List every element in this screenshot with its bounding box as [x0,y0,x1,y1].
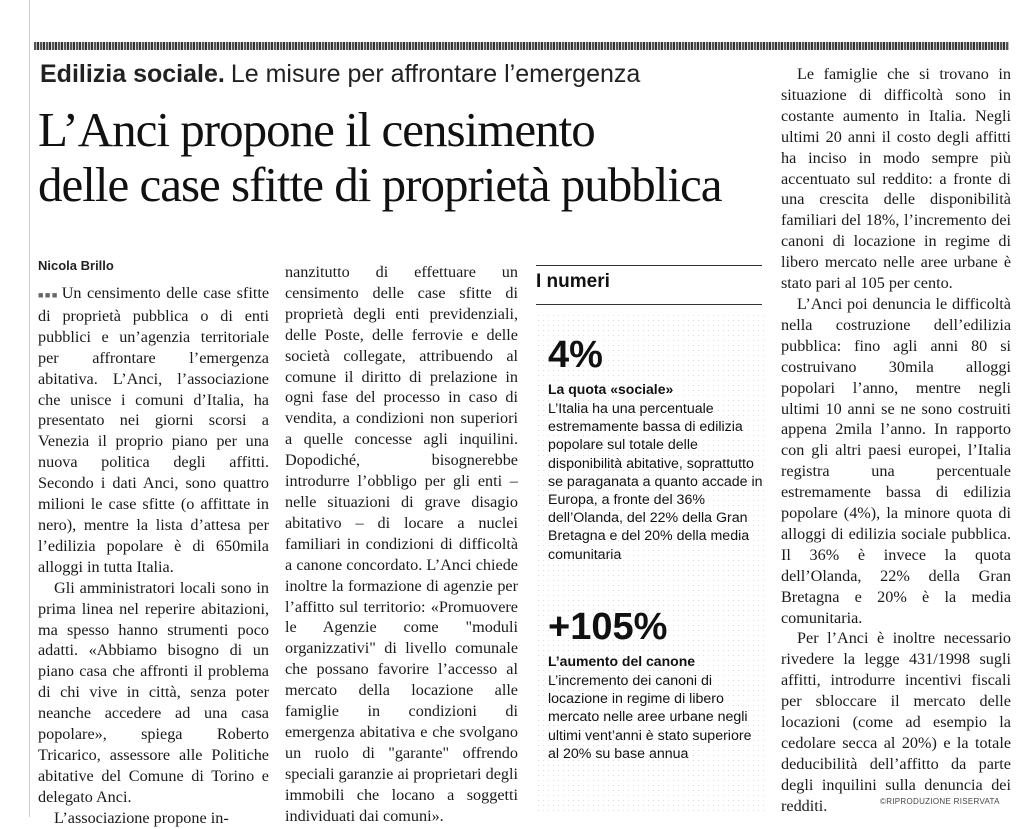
lead-marker-icon: ■■■ [38,290,59,300]
stat-heading-1: La quota «sociale» [548,381,674,397]
paragraph: Gli amministratori locali sono in prima linea nel reperire abitazioni, ma spesso hanno strumenti poco adatti. «Abbiamo bisogno di un piano casa che affronti il problema di chi vive in città, senza poter neanche accedere ad una casa popolare», spiega Roberto Tricarico, assessore alle Politiche abitative del Comune di Torino e delegato Anci. [38,578,269,806]
section-label: Edilizia sociale. [40,60,225,88]
paragraph [38,283,269,578]
article-column-4 [781,64,1011,817]
paragraph: L’Anci poi denuncia le difficoltà nella costruzione dell’edilizia pubblica: fino agli anni 80 si costruivano 30mila alloggi popolari l’anno, mentre negli ultimi 10 anni se ne sono costruiti appena 2mila l’anno. In rapporto con gli altri paesi europei, l’Italia registra una percentuale estremamente bassa di edilizia popolare (4%), la minore quota di alloggi di edilizia sociale pubblica. Il 36% è invece la quota dell’Olanda, 22% della Gran Bretagna e 20% è la media comunitaria. [781,294,1011,627]
kicker-text: Le misure per affrontare l’emergenza [230,60,641,88]
numbers-box [536,257,764,812]
article-column-1 [38,283,269,829]
paragraph: L’associazione propone in- [54,808,229,827]
stat-text-2: L’incremento dei canoni di locazione in regime di libero mercato nelle aree urbane negli ultimi vent’anni è stato superiore al 20% su base annua [548,673,752,762]
divider [536,304,762,305]
stat-value-2: +105% [548,606,668,648]
stat-heading-2: L’aumento del canone [548,653,696,669]
headline-line-1: L’Anci propone il censimento [38,102,595,157]
section-bar [34,42,1009,50]
paragraph: Le famiglie che si trovano in situazione di difficoltà sono in costante aumento in Italia. Negli ultimi 20 anni il costo degli affitti ha inciso in modo sempre più accentuato sul reddito: a fronte di una crescita delle disponibilità familiari del 18%, l’incremento dei canoni di locazione in regime di libero mercato nelle aree urbane è stato pari al 105 per cento. [781,65,1011,293]
headline-line-2: delle case sfitte di proprietà pubblica [38,157,722,212]
stat-text-1: L’Italia ha una percentuale estremamente bassa di edilizia popolare sul totale delle disponibilità abitative, soprattutto se paraganata a quanto accade in Europa, a fronte del 36% dell’Olanda, del 22% della Gran Bretagna e del 20% della media comunitaria [548,401,763,563]
paragraph: nanzitutto di effettuare un censimento delle case sfitte di proprietà degli enti previdenziali, delle Poste, delle ferrovie e delle società collegate, attribuendo al comune il diritto di prelazione in ogni fase del processo in caso di vendita, a condizioni non superiori a quelle concesse agli inquilini. Dopodiché, bisognerebbe introdurre l’obbligo per gli enti – nelle situazioni di grave disagio abitativo – di locare a nuclei familiari in condizioni di difficoltà a canone concordato. L’Anci chiede inoltre la formazione di agenzie per l’affitto sul territorio: «Promuovere le Agenzie come "moduli organizzativi" di livello comunale che possano favorire l’accesso al mercato della locazione alle famiglie in condizioni di emergenza abitativa e che svolgano un ruolo di "garante" offrendo speciali garanzie ai proprietari degli immobili che locano a soggetti individuati dai comuni». [285,263,518,825]
headline [38,102,768,212]
article-column-2 [285,262,518,826]
numbers-box-title: I numeri [536,271,610,292]
byline: Nicola Brillo [38,258,114,273]
page-edge-line [29,0,30,817]
kicker [40,60,640,89]
divider [536,265,762,266]
paragraph: Per l’Anci è inoltre necessario rivedere la legge 431/1998 sugli affitti, introdurre incentivi fiscali per sbloccare il mercato delle locazioni (come ad esempio la cedolare secca al 20%) e la totale deducibilità dell’affitto da parte degli inquilini sulla denuncia dei redditi. [781,629,1011,815]
stat-value-1: 4% [548,334,603,376]
paragraph-text: Un censimento delle case sfitte di proprietà pubblica o di enti pubblici e un’agenzia territoriale per affrontare l’emergenza abitativa. L’Anci, l’associazione che unisce i comuni d’Italia, ha presentato nei giorni scorsi a Venezia il proprio piano per una nuova politica degli affitti. Secondo i dati Anci, sono quattro milioni le case sfitte (o affittate in nero), mentre la lista d’attesa per l’edilizia popolare è di 650mila alloggi in tutta Italia. [38,284,269,576]
copyright-notice: ©RIPRODUZIONE RISERVATA [880,797,1000,806]
